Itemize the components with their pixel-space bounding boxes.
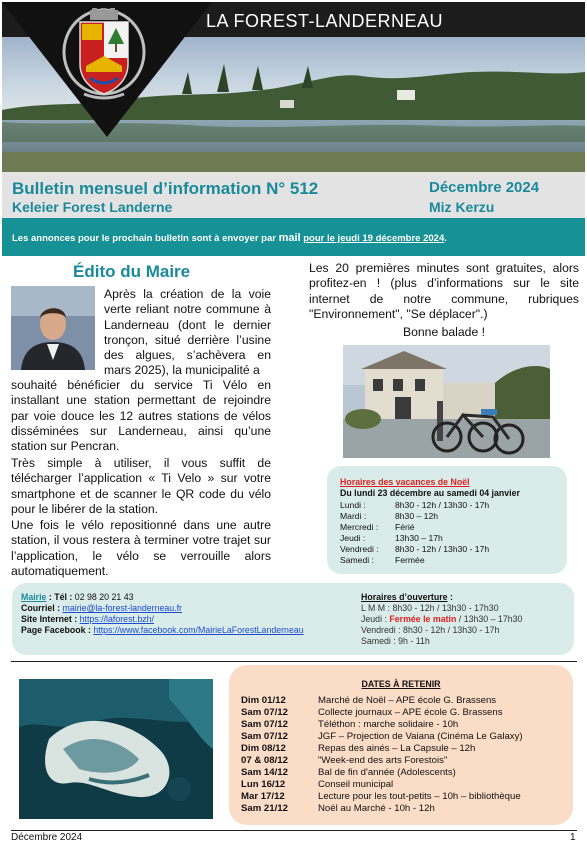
holiday-hours-box (327, 466, 567, 574)
dates-title: DATES À RETENIR (361, 679, 441, 689)
bulletin-month: Décembre 2024 (429, 179, 540, 196)
bulletin-title-band (2, 172, 585, 218)
closing-line: Bonne balade ! (403, 325, 485, 339)
event-row: Lun 16/12 Conseil municipal (241, 779, 394, 790)
bike-station-photo (343, 345, 550, 458)
event-row: Sam 21/12 Noël au Marché - 10h - 12h (241, 803, 435, 814)
footer-month: Décembre 2024 (11, 832, 83, 843)
event-row: Dim 08/12 Repas des ainés – La Capsule – 12h (241, 743, 476, 754)
opening-hours-samedi: Samedi : 9h - 11h (361, 636, 430, 646)
mayor-portrait (11, 286, 95, 370)
edito-right-paragraph: Les 20 premières minutes sont gratuites, alors profitez-en ! (plus d’informations sur le site internet de notre commune, rubriques "Environnement", "Se déplacer".) (309, 261, 579, 321)
holiday-period: Du lundi 23 décembre au samedi 04 janvier (340, 488, 520, 498)
event-row: Sam 14/12 Bal de fin d'année (Adolescents) (241, 767, 456, 778)
holiday-row: Jeudi : 13h30 – 17h (340, 533, 443, 543)
event-row: Sam 07/12 JGF – Projection de Vaiana (Cinéma Le Galaxy) (241, 731, 523, 742)
holiday-title: Horaires des vacances de Noël (340, 477, 470, 487)
event-row: Sam 07/12 Collecte journaux – APE école G. Brassens (241, 707, 503, 718)
opening-hours-vendredi: Vendredi : 8h30 - 12h / 13h30 - 17h (361, 625, 500, 635)
notice-text: Les annonces pour le prochain bulletin sont à envoyer par mail pour le jeudi 19 décembre 2024. (12, 232, 447, 244)
town-name: LA FOREST-LANDERNEAU (206, 11, 444, 31)
holiday-row: Lundi : 8h30 - 12h / 13h30 - 17h (340, 500, 490, 510)
holiday-row: Mercredi : Férié (340, 522, 415, 532)
contact-website: Site Internet : https://laforest.bzh/ (21, 614, 154, 624)
bulletin-subtitle: Keleier Forest Landerne (12, 199, 173, 215)
opening-hours-jeudi: Jeudi : Fermée le matin / 13h30 – 17h30 (361, 614, 523, 624)
edito-paragraph-2: Très simple à utiliser, il vous suffit de télécharger l’application « Ti Velo » sur votre smartphone et de scanner le QR code du vélo pour le libérer de la station. (11, 456, 271, 516)
holiday-row: Mardi : 8h30 – 12h (340, 511, 439, 521)
edito-paragraph-3: Une fois le vélo repositionné dans une autre station, il vous restera à terminer votre trajet sur l’application, le vélo se verrouille alors automatiquement. (11, 518, 271, 578)
edito-paragraph-1-start: Après la création de la voie verte reliant notre commune à Landerneau (dont le dernier tronçon, situé derrière l’usine des algues, s’achèvera en mars 2025), la municipalité a (104, 287, 271, 378)
notice-mail: mail (278, 232, 301, 244)
bulletin-month-breton: Miz Kerzu (429, 199, 495, 215)
notice-deadline: pour le jeudi 19 décembre 2024 (303, 233, 445, 244)
opening-hours-title: Horaires d’ouverture : (361, 592, 453, 602)
event-row: 07 & 08/12 "Week-end des arts Forestois" (241, 755, 448, 766)
email-link[interactable]: mairie@la-forest-landerneau.fr (62, 603, 182, 613)
contact-email: Courriel : mairie@la-forest-landerneau.fr (21, 603, 182, 613)
holiday-row: Vendredi : 8h30 - 12h / 13h30 - 17h (340, 544, 490, 554)
page-number: 1 (570, 832, 576, 843)
dates-box (229, 665, 573, 825)
event-row: Sam 07/12 Téléthon : marche solidaire - 10h (241, 719, 459, 730)
event-row: Mar 17/12 Lecture pour les tout-petits – 10h – bibliothèque (241, 791, 521, 802)
header-banner (2, 2, 585, 172)
facebook-link[interactable]: https://www.facebook.com/MairieLaForestLanderneau (93, 625, 304, 635)
artwork-photo (19, 679, 213, 819)
event-row: Dim 01/12 Marché de Noël – APE école G. Brassens (241, 695, 497, 706)
notice-band (2, 218, 585, 256)
edito-paragraph-1-end: souhaité bénéficier du service Ti Vélo en installant une station permettant de rejoindre par voie douce les 12 autres stations de vélos disséminées sur Landerneau, ainsi qu’une station sur Pencran. (11, 378, 271, 454)
bulletin-title: Bulletin mensuel d’information N° 512 (12, 179, 319, 198)
opening-hours-lmm: L M M : 8h30 - 12h / 13h30 - 17h30 (361, 603, 499, 613)
edito-title: Édito du Maire (73, 262, 191, 281)
contact-facebook: Page Facebook : https://www.facebook.com/MairieLaForestLanderneau (21, 625, 304, 635)
contact-box (12, 583, 574, 655)
contact-phone: Mairie : Tél : 02 98 20 21 43 (21, 592, 134, 602)
footer-divider (11, 830, 577, 831)
divider (11, 661, 577, 662)
website-link[interactable]: https://laforest.bzh/ (79, 614, 154, 624)
holiday-row: Samedi : Fermée (340, 555, 425, 565)
coat-of-arms-icon (60, 8, 148, 104)
